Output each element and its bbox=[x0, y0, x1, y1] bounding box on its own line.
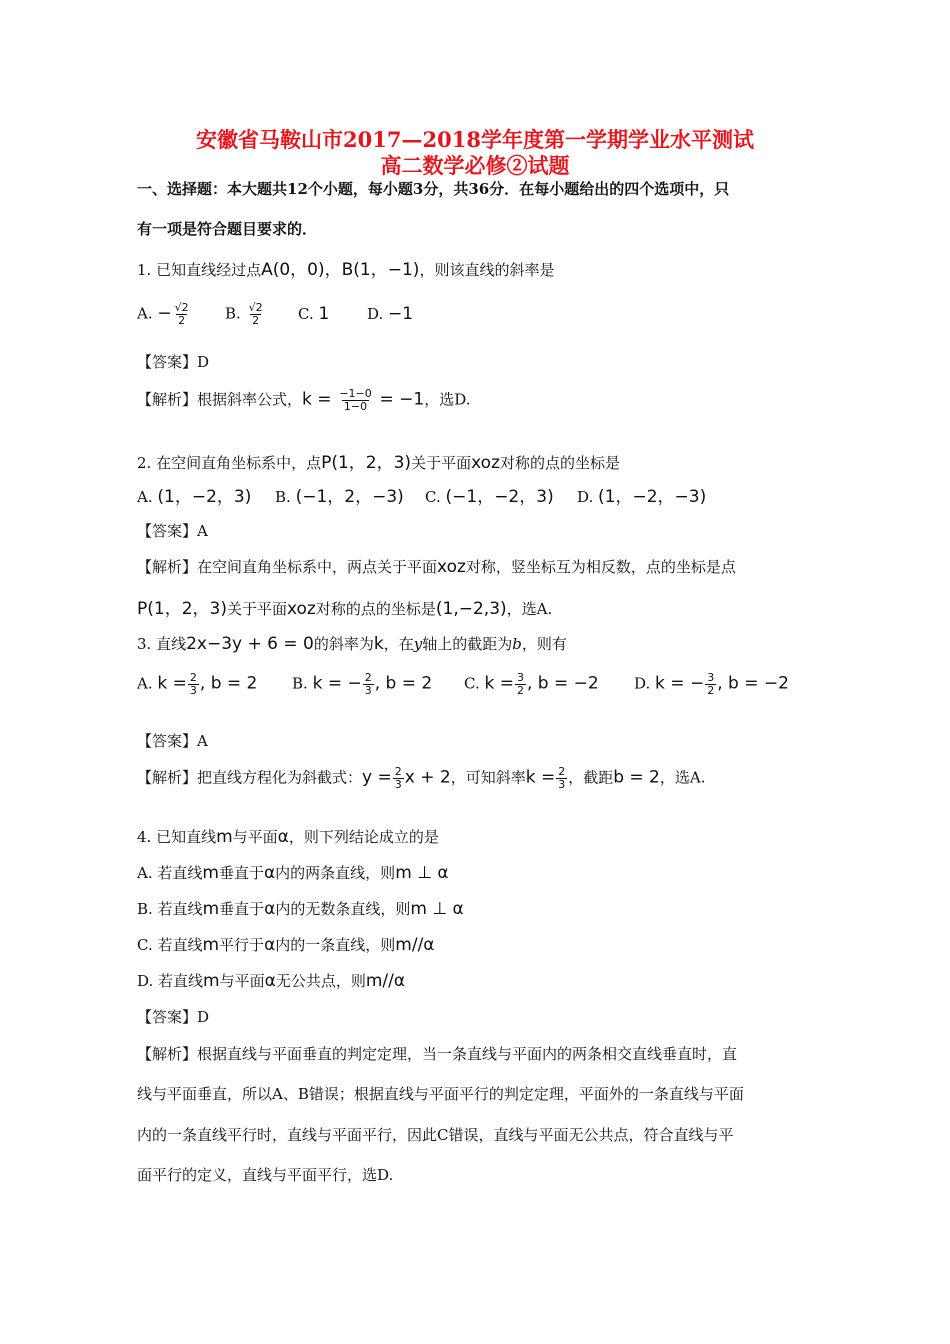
question-2-options bbox=[137, 482, 837, 508]
option-a: A. − $\frac{√2}{2}$ bbox=[137, 301, 189, 327]
question-4-analysis-line3: 内的一条直线平行时，直线与平面平行，因此C错误，直线与平面无公共点，符合直线与平 bbox=[137, 1126, 734, 1144]
question-2-answer: 【答案】A bbox=[137, 522, 208, 540]
question-4-answer: 【答案】D bbox=[137, 1008, 210, 1026]
document-subtitle: 高二数学必修②试题 bbox=[380, 153, 570, 178]
question-3-stem: 3. 直线2x−3y + 6 = 0的斜率为k，在y轴上的截距为b，则有 bbox=[137, 634, 567, 654]
question-4-option-d: D. 若直线m与平面α无公共点，则m//α bbox=[137, 971, 406, 991]
document-title: 安徽省马鞍山市2017—2018学年度第一学期学业水平测试 bbox=[196, 127, 754, 152]
question-2-analysis-line1: 【解析】在空间直角坐标系中，两点关于平面xoz对称，竖坐标互为相反数，点的坐标是点 bbox=[137, 557, 736, 577]
option-a: A. k = $\frac{2}{3}$ , b = 2 bbox=[137, 671, 258, 697]
option-c: C. 1 bbox=[298, 304, 330, 324]
option-a: A. (1，−2，3) bbox=[137, 487, 252, 507]
section-heading-line1: 一、选择题：本大题共12个小题，每小题3分，共36分．在每小题给出的四个选项中，只 bbox=[137, 180, 730, 198]
question-4-analysis-line2: 线与平面垂直，所以A、B错误；根据直线与平面平行的判定定理，平面外的一条直线与平面 bbox=[137, 1085, 744, 1103]
option-b: B. k = − $\frac{2}{3}$ , b = 2 bbox=[292, 671, 433, 697]
option-b: B. (−1，2，−3) bbox=[275, 487, 404, 507]
question-4-option-a: A. 若直线m垂直于α内的两条直线，则m ⊥ α bbox=[137, 863, 449, 883]
question-3-analysis: 【解析】把直线方程化为斜截式：y = $\frac{2}{3}$ x + 2，可知斜率k = $\frac{2}{3}$ ，截距b = 2，选A. bbox=[137, 765, 706, 791]
option-c: C. k = $\frac{3}{2}$ , b = −2 bbox=[464, 671, 599, 697]
question-1-stem: 1. 已知直线经过点A(0，0)，B(1，−1)，则该直线的斜率是 bbox=[137, 260, 555, 280]
question-2-stem: 2. 在空间直角坐标系中，点P(1，2，3)关于平面xoz对称的点的坐标是 bbox=[137, 453, 620, 473]
question-4-stem: 4. 已知直线m与平面α，则下列结论成立的是 bbox=[137, 827, 439, 847]
question-1-answer: 【答案】D bbox=[137, 353, 210, 371]
option-d: D. −1 bbox=[367, 304, 414, 324]
question-3-answer: 【答案】A bbox=[137, 732, 208, 750]
option-d: D. (1，−2，−3) bbox=[577, 487, 707, 507]
question-4-option-b: B. 若直线m垂直于α内的无数条直线，则m ⊥ α bbox=[137, 899, 464, 919]
question-1-analysis: 【解析】根据斜率公式，k = $\frac{-1-0}{1-0}$ = −1，选D. bbox=[137, 387, 471, 413]
option-c: C. (−1，−2，3) bbox=[425, 487, 554, 507]
question-4-analysis-line1: 【解析】根据直线与平面垂直的判定定理，当一条直线与平面内的两条相交直线垂直时，直 bbox=[137, 1045, 738, 1063]
option-b: B. $\frac{√2}{2}$ bbox=[225, 301, 263, 327]
question-4-option-c: C. 若直线m平行于α内的一条直线，则m//α bbox=[137, 935, 435, 955]
section-heading-line2: 有一项是符合题目要求的． bbox=[137, 220, 318, 238]
question-2-analysis-line2: P(1，2，3)关于平面xoz对称的点的坐标是(1,−2,3)，选A. bbox=[137, 599, 553, 619]
option-d: D. k = − $\frac{3}{2}$ , b = −2 bbox=[634, 671, 789, 697]
question-1-options bbox=[137, 288, 837, 328]
question-4-analysis-line4: 面平行的定义，直线与平面平行，选D. bbox=[137, 1166, 394, 1184]
question-3-options bbox=[137, 666, 857, 706]
